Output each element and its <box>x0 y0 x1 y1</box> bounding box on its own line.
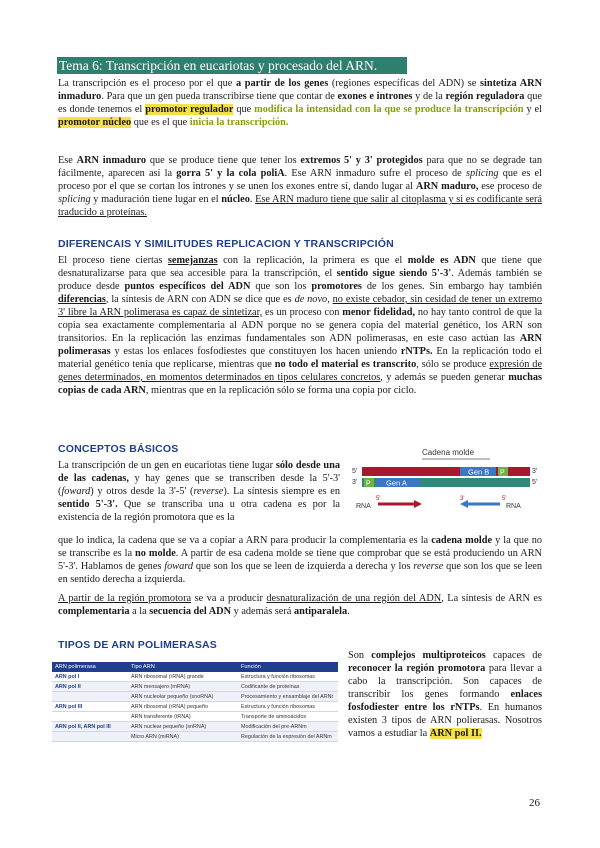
cell-rna-type: ARN nuclear pequeño (snRNA) <box>128 722 238 732</box>
rna-label-right: RNA <box>506 503 521 510</box>
cell-function: Transporte de aminoácidos <box>238 712 338 722</box>
gene-a-label: Gen A <box>386 478 407 488</box>
cell-function: Codificante de proteínas <box>238 682 338 692</box>
table-row <box>52 682 338 692</box>
cell-rna-type: ARN nucleolar pequeño (snoRNA) <box>128 692 238 702</box>
rna-prime-5-right: 5' <box>502 496 507 502</box>
cell-rna-type: ARN mensajero (mRNA) <box>128 682 238 692</box>
table-row <box>52 672 338 682</box>
template-strand-label: Cadena molde <box>422 448 475 457</box>
table-row <box>52 732 338 742</box>
section-heading-polymerases: TIPOS DE ARN POLIMERASAS <box>58 639 218 651</box>
strand-3-left: 3' <box>352 479 358 486</box>
polymerase-paragraph: Son complejos multiproteicos capaces de reconocer la región promotora para llevar a cabo la transcripción. Son capaces de transcribir los genes formando enlaces fosfodiester entre los rNTPs. En humanos existen 3 tipos de ARN polierasas. Nosotros vamos a estudiar la ARN pol II. <box>348 650 542 739</box>
gene-b-label: Gen B <box>468 467 490 477</box>
promoter-b-label: P <box>500 469 505 477</box>
cell-polymerase: ARN pol II <box>52 682 128 692</box>
strand-5-right: 5' <box>532 479 538 486</box>
cell-function: Estructura y función ribosomas <box>238 702 338 712</box>
cell-rna-type: ARN transferente (tRNA) <box>128 712 238 722</box>
promoter-paragraph: A partir de la región promotora se va a producir desnaturalización de una región del ADN, La síntesis de ARN es complementaria a la secuencia del ADN y además será antiparalela. <box>58 593 542 617</box>
section-heading-differences: DIFERENCAIS Y SIMILITUDES REPLICACION Y TRANSCRIPCIÓN <box>58 238 394 250</box>
differences-paragraph: El proceso tiene ciertas semejanzas con la replicación, la primera es que el molde es ADN que tiene que desnaturalizarse para que sea accesible para la transcripción, el sentido sigue siendo 5'-3'. Además también se produce desde puntos específicos del ADN que son los promotores de los genes. Sin embargo hay también diferencias, la síntesis de ARN con ADN se dice que es de novo, no existe cebador, sin cesidad de tener un extremo 3' libre la ARN polimerasa es capaz de sintetizar, es un proceso con menor fidelidad, no hay tanto control de que la copia sea exactamente complementaria al ADN porque no se genera copia del material genético, los ARN son transitorios. En la replicación las enzimas fundamentales son ADN polimerasas, en este caso actúan las ARN polimerasas y estas los enlaces fosfodiestes que constituyen los hacen uniendo rNTPs. En la replicación todo el material genético tenía que replicarse, mientras que no todo el material es transcrito, sólo se produce expresión de genes determinados, en momentos determinados en tipos celulares concretos, y además se pueden generar muchas copias de cada ARN, mientras que en la replicación sólo se forma una copia por ciclo. <box>58 255 543 396</box>
intro-paragraph: La transcripción es el proceso por el que a partir de los genes (regiones específicas del ADN) se sintetiza ARN inmaduro. Para que un gen pueda transcribirse tiene que contar de exones e intrones y de la región reguladora que es donde tenemos el promotor regulador que modifica la intensidad con la que se produce la transcripción y el promotor núcleo que es el que inicia la transcripción. <box>58 78 543 128</box>
table-header-row <box>52 662 338 672</box>
cell-polymerase <box>52 712 128 722</box>
strand-5-left: 5' <box>352 468 358 475</box>
cell-polymerase: ARN pol I <box>52 672 128 682</box>
gene-strand-diagram <box>350 446 546 514</box>
page-number: 26 <box>529 797 540 809</box>
maturation-paragraph: Ese ARN inmaduro que se produce tiene que tener los extremos 5' y 3' protegidos para que no se degrade tan fácilmente, aparecen así la gorra 5' y la cola poliA. Ese ARN inmaduro sufre el proceso de splicing que es el proceso por el que se cortan los intrones y se unen los exones entre sí, dando lugar al ARN maduro, ese proceso de splicing y maduración tiene lugar en el núcleo. Ese ARN maduro tiene que salir al citoplasma y si es codificante será traducido a proteínas. <box>58 155 543 218</box>
table-row <box>52 702 338 712</box>
header-function: Función <box>238 662 338 672</box>
cell-function: Procesamiento y ensamblaje del ARNr <box>238 692 338 702</box>
cell-rna-type: ARN ribosomal (rRNA) pequeño <box>128 702 238 712</box>
header-polymerase: ARN polimerasa <box>52 662 128 672</box>
concepts-paragraph-continued: que lo indica, la cadena que se va a copiar a ARN para producir la complementaria es la cadena molde y la que no se transcribe es la no molde. A partir de esa cadena molde se tiene que comprobar que se está produciendo un ARN 5'-3'. Hablamos de genes foward que son los que se leen de izquierda a derecha y los reverse que son los que se leen en sentido derecha a izquierda. <box>58 535 543 585</box>
cell-polymerase <box>52 692 128 702</box>
strand-3-right: 3' <box>532 468 538 475</box>
concepts-paragraph: La transcripción de un gen en eucariotas tiene lugar sólo desde una de las cadenas, y hay genes que se transcriben desde la 5'-3' (foward) y otros desde la 3'-5' (reverse). La síntesis siempre es en sentido 5'-3'. Que se transcriba una u otra cadena es por la existencia de la región promotora que es la <box>58 460 340 523</box>
rna-label-left: RNA <box>356 503 371 510</box>
cell-rna-type: ARN ribosomal (rRNA) grande <box>128 672 238 682</box>
rna-prime-3: 3' <box>460 496 465 502</box>
cell-polymerase <box>52 732 128 742</box>
cell-function: Regulación de la expresión del ARNm <box>238 732 338 742</box>
header-rna-type: Tipo ARN <box>128 662 238 672</box>
polymerase-table <box>52 662 338 742</box>
table-row <box>52 712 338 722</box>
cell-rna-type: Micro ARN (miRNA) <box>128 732 238 742</box>
section-heading-concepts: CONCEPTOS BÁSICOS <box>58 443 179 455</box>
table-row <box>52 722 338 732</box>
page-title: Tema 6: Transcripción en eucariotas y procesado del ARN. <box>57 57 407 74</box>
table-row <box>52 692 338 702</box>
promoter-a-label: P <box>366 480 371 488</box>
cell-polymerase: ARN pol III <box>52 702 128 712</box>
rna-prime-5: 5' <box>376 496 381 502</box>
cell-function: Estructura y función ribosomas <box>238 672 338 682</box>
cell-function: Modificación del pre-ARNm <box>238 722 338 732</box>
cell-polymerase: ARN pol II, ARN pol III <box>52 722 128 732</box>
